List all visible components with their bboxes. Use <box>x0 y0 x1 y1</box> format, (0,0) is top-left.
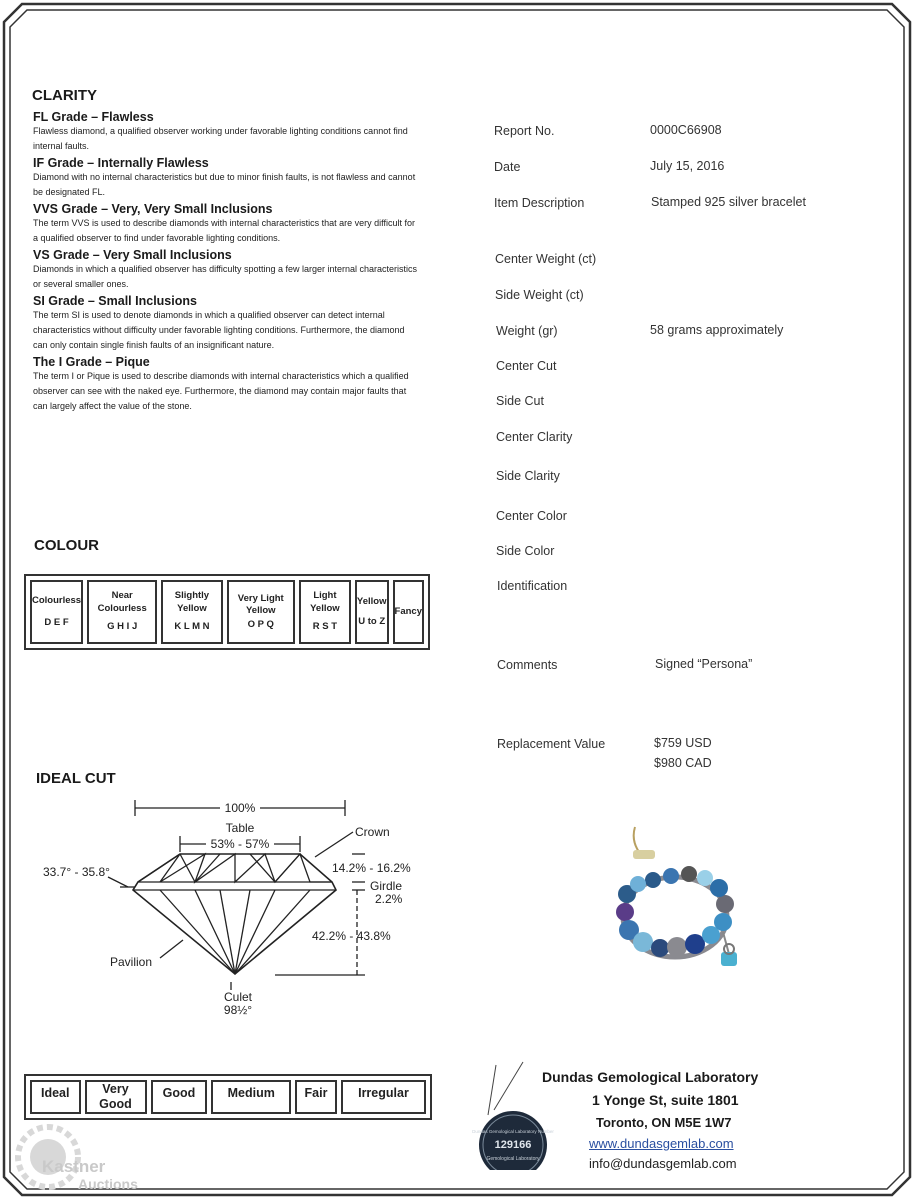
grade-vvs <box>33 202 418 246</box>
table-pct-label: 53% - 57% <box>210 837 270 851</box>
clarity-grades <box>33 110 418 416</box>
diamond-diagram <box>20 792 440 1022</box>
item-description-value: Stamped 925 silver bracelet <box>651 195 806 209</box>
item-description-label: Item Description <box>494 196 585 210</box>
center-weight-label: Center Weight (ct) <box>495 252 597 266</box>
seal-line1: Dundas Gemological Laboratory Number <box>472 1129 554 1134</box>
grade-title: FL Grade – Flawless <box>33 110 154 124</box>
lab-website-link[interactable]: www.dundasgemlab.com <box>589 1136 734 1151</box>
report-no-value: 0000C66908 <box>650 123 722 137</box>
grade-title: IF Grade – Internally Flawless <box>33 156 209 170</box>
replacement-cad-value: $980 CAD <box>654 756 712 770</box>
side-color-label: Side Color <box>496 544 555 558</box>
date-label: Date <box>494 160 521 174</box>
cut-grade-cell: Good <box>151 1080 208 1114</box>
date-value: July 15, 2016 <box>650 159 725 173</box>
identification-label: Identification <box>497 579 568 593</box>
grade-desc: Diamond with no internal characteristics but due to minor finish faults, is not flawless and cannot be designated FL. <box>33 172 416 197</box>
cut-grade-cell: Medium <box>211 1080 291 1114</box>
lab-address-1: 1 Yonge St, suite 1801 <box>592 1092 739 1108</box>
seal-number: 129166 <box>494 1139 532 1151</box>
seal-line2: Gemological Laboratory <box>486 1156 540 1162</box>
width-label: 100% <box>224 801 256 815</box>
grade-si <box>33 294 418 353</box>
grade-title: VVS Grade – Very, Very Small Inclusions <box>33 202 273 216</box>
cut-grade-cell: Irregular <box>341 1080 426 1114</box>
grade-title: VS Grade – Very Small Inclusions <box>33 248 232 262</box>
colour-title: COLOUR <box>34 537 99 554</box>
cut-grade-cell: Fair <box>295 1080 337 1114</box>
colour-cell: Light Yellow R S T <box>299 580 351 644</box>
table-label: Table <box>225 821 255 835</box>
grade-vs <box>33 248 418 292</box>
colour-cell: Very Light Yellow O P Q <box>227 580 295 644</box>
pavilion-label: Pavilion <box>110 955 153 969</box>
cut-grade-cell: Very Good <box>85 1080 147 1114</box>
pavilion-pct-label: 42.2% - 43.8% <box>312 929 391 943</box>
side-clarity-label: Side Clarity <box>496 469 560 483</box>
auction-watermark-logo <box>8 1117 148 1197</box>
crown-pct-label: 14.2% - 16.2% <box>332 861 411 875</box>
comments-label: Comments <box>497 658 558 672</box>
grade-desc: The term I or Pique is used to describe diamonds with internal characteristics which a qualified observer can see with the naked eye. Furthermore, the diamond may contain major faults that can largely affect the value of the stone. <box>33 371 409 411</box>
grade-desc: Flawless diamond, a qualified observer working under favorable lighting conditions cannot find internal faults. <box>33 126 408 151</box>
lab-email: info@dundasgemlab.com <box>589 1156 737 1171</box>
ideal-cut-title: IDEAL CUT <box>36 770 116 787</box>
crown-angle-label: 33.7° - 35.8° <box>43 865 110 879</box>
center-color-label: Center Color <box>496 509 567 523</box>
watermark-line1: Kastner <box>42 1157 106 1176</box>
weight-label: Weight (gr) <box>496 324 558 338</box>
grade-i <box>33 355 418 414</box>
replacement-usd-value: $759 USD <box>654 736 712 750</box>
girdle-pct-label: 2.2% <box>375 892 403 906</box>
center-cut-label: Center Cut <box>496 359 557 373</box>
girdle-label: Girdle <box>370 879 403 893</box>
grade-title: SI Grade – Small Inclusions <box>33 294 197 308</box>
grade-desc: The term SI is used to denote diamonds in which a qualified observer can detect internal characteristics without difficulty under favorable lighting conditions. Furthermore, the diamond can only contain single finish faults of an insignificant nature. <box>33 310 405 350</box>
side-cut-label: Side Cut <box>496 394 544 408</box>
grade-desc: Diamonds in which a qualified observer has difficulty spotting a few larger internal characteristics or several smaller ones. <box>33 264 418 289</box>
colour-cell: Colourless D E F <box>30 580 83 644</box>
replacement-value-label: Replacement Value <box>497 737 606 751</box>
colour-scale-table <box>24 574 430 650</box>
culet-label: Culet <box>223 990 253 1004</box>
clarity-title: CLARITY <box>32 87 97 104</box>
colour-cell: Yellow U to Z <box>355 580 389 644</box>
colour-cell: Slightly Yellow K L M N <box>161 580 222 644</box>
report-no-label: Report No. <box>494 124 555 138</box>
culet-angle-label: 98½° <box>223 1003 253 1017</box>
bracelet-photo <box>605 822 765 982</box>
center-clarity-label: Center Clarity <box>496 430 573 444</box>
grade-desc: The term VVS is used to describe diamonds with internal characteristics that are very difficult for a qualified observer to find under favorable lighting conditions. <box>33 218 415 243</box>
grade-title: The I Grade – Pique <box>33 355 150 369</box>
crown-label: Crown <box>355 825 390 839</box>
weight-value: 58 grams approximately <box>650 323 784 337</box>
cut-grade-table <box>24 1074 432 1120</box>
lab-name: Dundas Gemological Laboratory <box>542 1069 759 1085</box>
side-weight-label: Side Weight (ct) <box>495 288 584 302</box>
watermark-line2: Auctions <box>78 1176 138 1192</box>
grade-if <box>33 156 418 200</box>
grade-fl <box>33 110 418 154</box>
cut-grade-cell: Ideal <box>30 1080 81 1114</box>
colour-cell: Near Colourless G H I J <box>87 580 157 644</box>
colour-cell: Fancy <box>393 580 425 644</box>
comments-value: Signed “Persona” <box>655 657 753 671</box>
lab-address-2: Toronto, ON M5E 1W7 <box>596 1115 732 1130</box>
